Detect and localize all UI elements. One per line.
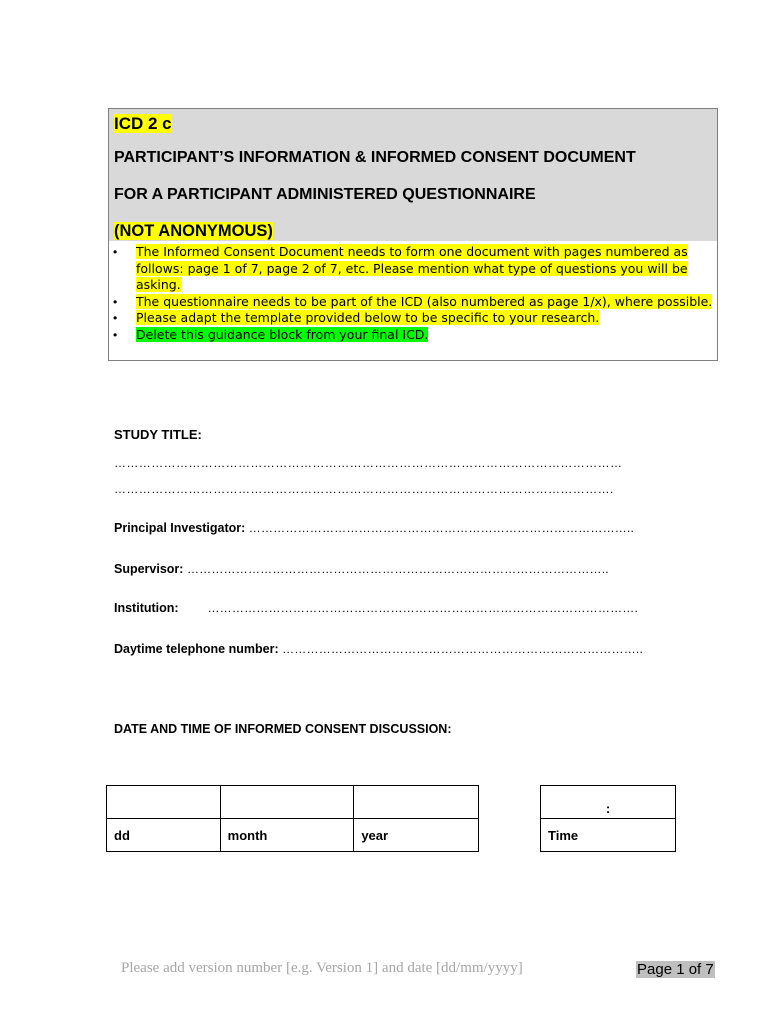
- study-title-line-2[interactable]: ………………………………………………………………………………………………………….: [114, 482, 614, 496]
- page-number: Page 1 of 7: [637, 961, 714, 978]
- study-title-line-1[interactable]: ……………………………………………………………………………………………………………: [114, 456, 623, 470]
- guidance-item: • Please adapt the template provided below to be specific to your research.: [113, 310, 600, 325]
- time-label: Time: [541, 819, 676, 852]
- dd-label: dd: [107, 819, 221, 852]
- guidance-block: [108, 108, 718, 361]
- institution-input[interactable]: …………………………………………………………………………………………….: [207, 601, 639, 615]
- document-title-line1: PARTICIPANT’S INFORMATION & INFORMED CONSENT DOCUMENT: [114, 149, 636, 166]
- consent-discussion-label: DATE AND TIME OF INFORMED CONSENT DISCUSSION:: [114, 722, 452, 736]
- institution-label: Institution:: [114, 601, 179, 615]
- principal-investigator-label: Principal Investigator:: [114, 521, 246, 535]
- document-title-line2: FOR A PARTICIPANT ADMINISTERED QUESTIONNAIRE: [114, 186, 536, 203]
- year-label: year: [354, 819, 479, 852]
- guidance-item: • The questionnaire needs to be part of the ICD (also numbered as page 1/x), where possible.: [113, 293, 713, 309]
- bullet-icon: •: [113, 311, 118, 325]
- dd-input[interactable]: [107, 786, 221, 819]
- institution-field: [114, 601, 638, 615]
- supervisor-field: [114, 562, 609, 576]
- bullet-icon: •: [113, 327, 118, 342]
- telephone-field: [114, 642, 643, 656]
- bullet-icon: •: [113, 245, 118, 259]
- month-label: month: [220, 819, 354, 852]
- telephone-input[interactable]: ……………………………………………………………………………..: [282, 642, 643, 656]
- time-table: [540, 785, 676, 852]
- supervisor-input[interactable]: …………………………………………………………………………………………..: [186, 562, 609, 576]
- principal-investigator-input[interactable]: …………………………………………………………………………………..: [248, 521, 635, 535]
- supervisor-label: Supervisor:: [114, 562, 184, 576]
- time-separator: :: [605, 801, 611, 816]
- principal-investigator-field: [114, 521, 634, 535]
- year-input[interactable]: [354, 786, 479, 819]
- guidance-item: • Delete this guidance block from your final ICD.: [113, 326, 429, 342]
- guidance-list: [109, 244, 717, 343]
- guidance-item: • The Informed Consent Document needs to form one document with pages numbered as follows: page 1 of 7, page 2 of 7, etc. Please mention what type of questions you will be asking.: [113, 244, 688, 292]
- month-input[interactable]: [220, 786, 354, 819]
- anonymity-label: (NOT ANONYMOUS): [114, 222, 273, 240]
- study-title-label: STUDY TITLE:: [114, 427, 202, 442]
- bullet-icon: •: [113, 294, 118, 309]
- time-input[interactable]: [541, 786, 676, 819]
- date-table: [106, 785, 479, 852]
- telephone-label: Daytime telephone number:: [114, 642, 279, 656]
- document-code: ICD 2 c: [114, 114, 172, 133]
- version-note: Please add version number [e.g. Version 1] and date [dd/mm/yyyy]: [121, 960, 523, 976]
